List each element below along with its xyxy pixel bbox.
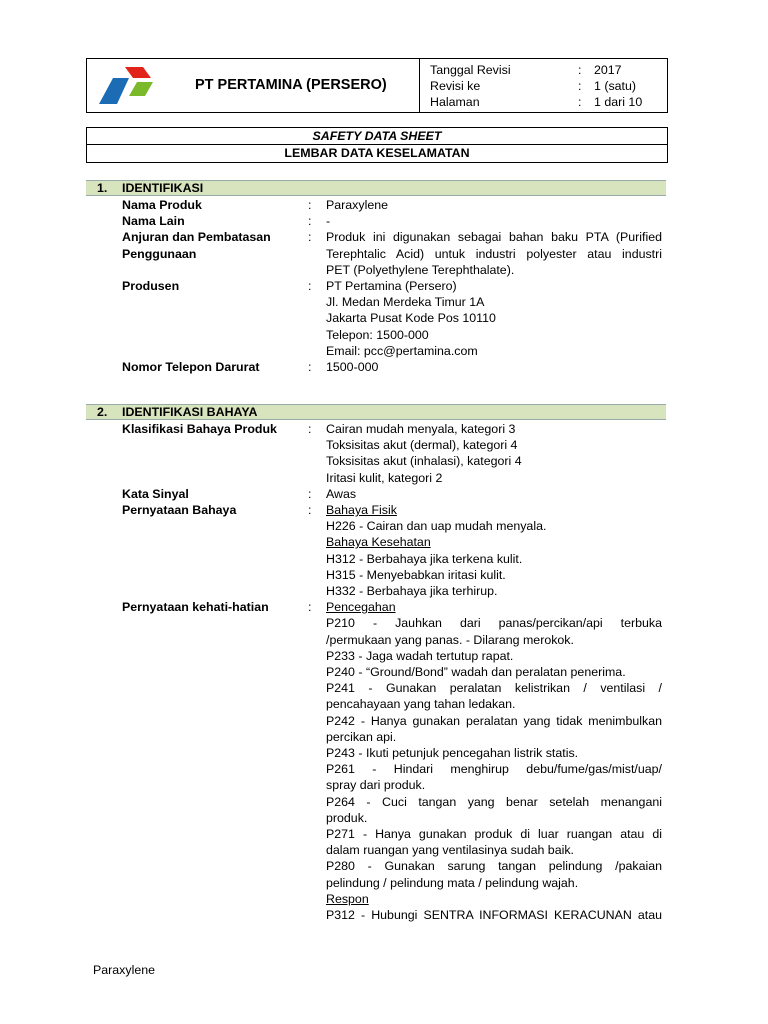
value-line: pelindung / pelindung mata / pelindung wajah. [326,875,579,890]
meta-key: Tanggal Revisi [430,63,511,77]
document-header [86,58,668,113]
row-klasifikasi [122,421,662,486]
header-meta [420,59,667,112]
document-title-box [86,127,668,163]
value-line: Cairan mudah menyala, kategori 3 [326,422,516,436]
value-line: Iritasi kulit, kategori 2 [326,470,443,485]
field-label: Nomor Telepon Darurat [122,360,260,375]
subheading-bahaya-fisik: Bahaya Fisik [326,503,397,518]
row-kata-sinyal [122,486,662,502]
field-colon: : [308,600,312,615]
field-label: Pernyataan Bahaya [122,503,237,518]
value-line: P312 - Hubungi SENTRA INFORMASI KERACUNAN atau [326,908,662,923]
field-value [326,229,662,278]
meta-value: 1 dari 10 [594,95,643,109]
value-line: P261 - Hindari menghirup debu/fume/gas/mist/uap/ [326,762,662,777]
section-2-heading [86,404,666,420]
value-line: Email: pcc@pertamina.com [326,343,478,358]
row-telepon-darurat [122,359,662,375]
value-line: /permukaan yang panas. - Dilarang merokok. [326,632,574,647]
field-colon: : [308,422,312,436]
header-company-cell [87,59,420,112]
field-colon: : [308,279,312,294]
value-line: percikan api. [326,729,397,744]
field-colon: : [308,230,312,245]
value-line: P243 - Ikuti petunjuk pencegahan listrik statis. [326,746,579,761]
value-line: P240 - “Ground/Bond” wadah dan peralatan penerima. [326,665,626,680]
value-line: dalam ruangan yang ventilasinya sudah baik. [326,843,574,858]
meta-colon: : [578,95,582,109]
field-value: 1500-000 [326,360,379,375]
field-colon: : [308,486,312,501]
meta-key: Halaman [430,95,480,109]
field-value [326,502,662,599]
subheading-pencegahan: Pencegahan [326,600,396,615]
title-lembar-data: LEMBAR DATA KESELAMATAN [284,146,470,160]
value-line: P241 - Gunakan peralatan kelistrikan / ventilasi / [326,681,662,696]
value-line: Telepon: 1500-000 [326,327,429,342]
field-label: Nama Produk [122,198,202,212]
field-label: Kata Sinyal [122,486,189,501]
meta-value: 2017 [594,63,622,77]
value-line: H226 - Cairan dan uap mudah menyala. [326,519,547,534]
value-line: produk. [326,810,368,825]
subheading-bahaya-kesehatan: Bahaya Kesehatan [326,535,431,550]
field-colon: : [308,503,312,518]
value-line: Toksisitas akut (dermal), kategori 4 [326,438,518,453]
meta-key: Revisi ke [430,79,481,93]
value-line: Jakarta Pusat Kode Pos 10110 [326,311,496,326]
field-colon: : [308,214,312,229]
row-produsen [122,278,662,359]
section-1-content [122,197,662,375]
section-number: 1. [97,180,108,195]
field-colon: : [308,198,312,212]
value-line: P233 - Jaga wadah tertutup rapat. [326,648,514,663]
field-colon: : [308,360,312,375]
field-value: Awas [326,486,357,501]
row-pernyataan-bahaya [122,502,662,599]
title-safety-data-sheet: SAFETY DATA SHEET [87,128,667,145]
field-label: Pernyataan kehati-hatian [122,600,269,615]
value-line: spray dari produk. [326,778,426,793]
value-line: Jl. Medan Merdeka Timur 1A [326,295,485,310]
value-line: H315 - Menyebabkan iritasi kulit. [326,567,506,582]
field-value [326,599,662,923]
field-label [122,229,308,278]
meta-colon: : [578,63,582,77]
pertamina-logo-icon [93,64,155,108]
value-line: P264 - Cuci tangan yang benar setelah menangani [326,794,662,809]
meta-value: 1 (satu) [594,79,637,93]
meta-row-tanggal [430,62,667,78]
field-label: Nama Lain [122,214,185,229]
field-value: - [326,214,331,229]
value-line: P271 - Hanya gunakan produk di luar ruangan atau di [326,827,662,842]
row-anjuran [122,229,662,278]
section-title: IDENTIFIKASI BAHAYA [122,404,258,419]
row-kehati-hatian [122,599,662,923]
company-name: PT PERTAMINA (PERSERO) [195,77,387,93]
value-line: P280 - Gunakan sarung tangan pelindung /pakaian [326,859,662,874]
section-number: 2. [97,404,108,419]
section-1-heading [86,180,666,196]
pencegahan-list [326,615,662,890]
value-line: Toksisitas akut (inhalasi), kategori 4 [326,454,522,469]
field-value [326,421,662,486]
field-value [326,278,662,359]
section-title: IDENTIFIKASI [122,180,204,195]
value-line: PET (Polyethylene Terephthalate). [326,262,515,277]
section-2-content [122,421,662,923]
meta-row-revisi [430,78,667,94]
field-value: Paraxylene [326,198,388,212]
row-nama-produk [122,197,662,213]
subheading-respon: Respon [326,891,369,906]
value-line: Terephtalic Acid) untuk industri polyester atau industri [326,246,662,261]
value-line: P242 - Hanya gunakan peralatan yang tidak menimbulkan [326,713,662,728]
meta-row-halaman [430,94,667,110]
field-label: Produsen [122,279,180,294]
value-line: pencahayaan yang tahan ledakan. [326,697,516,712]
field-label-line: Penggunaan [122,246,197,261]
value-line: P210 - Jauhkan dari panas/percikan/api terbuka [326,616,662,631]
page-footer: Paraxylene [93,963,155,977]
row-nama-lain [122,213,662,229]
field-label-line: Anjuran dan Pembatasan [122,230,271,245]
value-line: PT Pertamina (Persero) [326,279,457,294]
value-line: H312 - Berbahaya jika terkena kulit. [326,551,523,566]
value-line: H332 - Berbahaya jika terhirup. [326,584,498,599]
field-label: Klasifikasi Bahaya Produk [122,422,277,436]
value-line: Produk ini digunakan sebagai bahan baku PTA (Purified [326,230,662,245]
meta-colon: : [578,79,582,93]
respon-list [326,907,662,923]
